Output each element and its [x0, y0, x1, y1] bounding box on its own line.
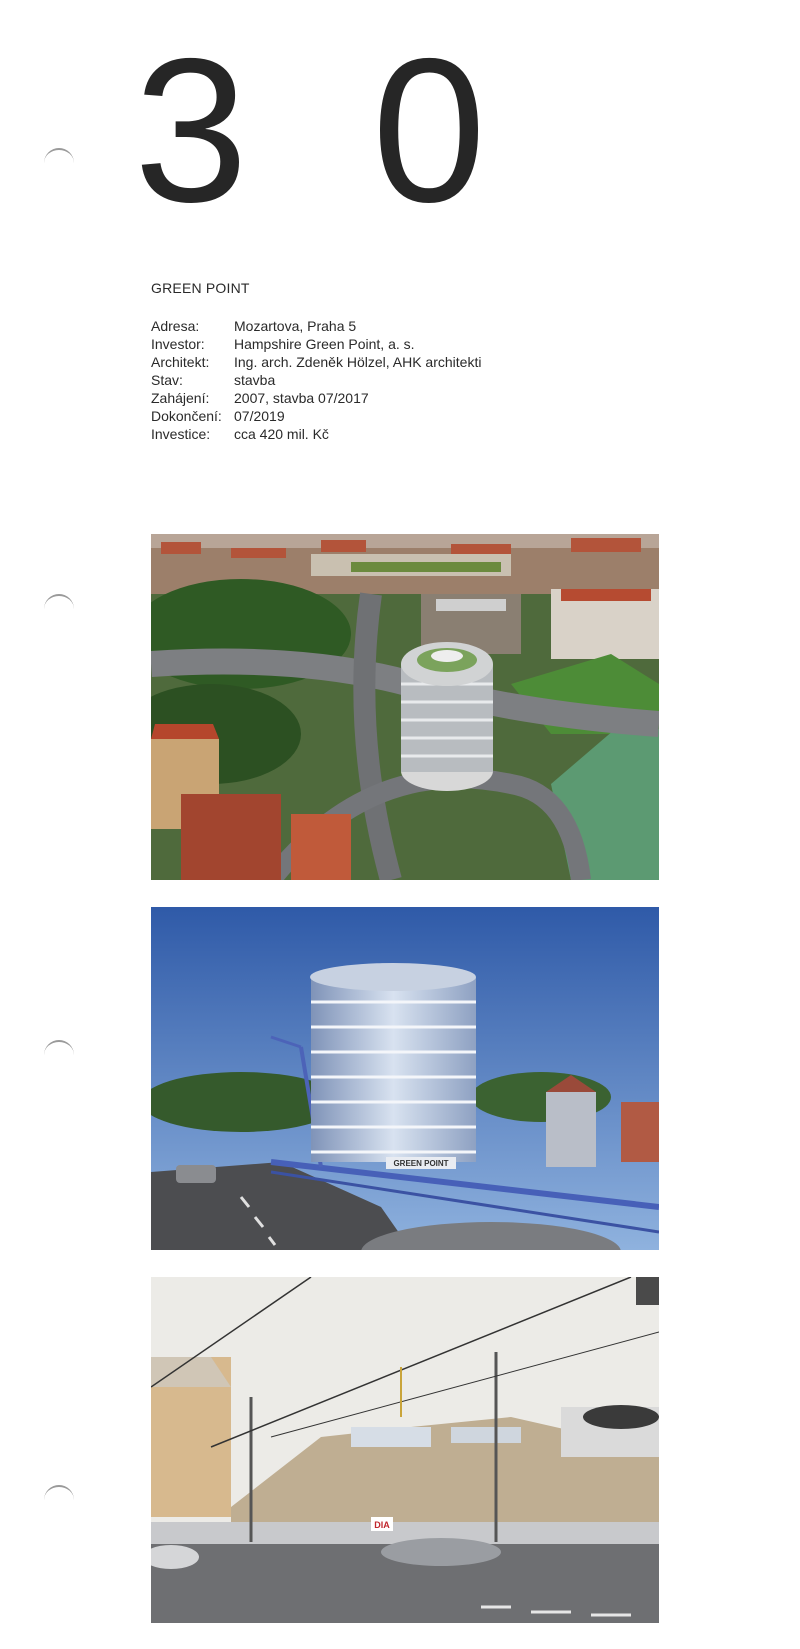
- info-label: Architekt:: [151, 354, 210, 370]
- info-row-start: [151, 389, 481, 407]
- info-value: 07/2019: [234, 408, 285, 424]
- info-row-investor: [151, 335, 481, 353]
- rendering-photo: [151, 907, 659, 1250]
- info-value: 2007, stavba 07/2017: [234, 390, 369, 406]
- render-sign-text: GREEN POINT: [393, 1159, 449, 1168]
- binder-hole: [44, 148, 74, 178]
- info-label: Investor:: [151, 336, 205, 352]
- info-row-status: [151, 371, 481, 389]
- info-row-architect: [151, 353, 481, 371]
- info-value: Ing. arch. Zdeněk Hölzel, AHK architekti: [234, 354, 482, 370]
- page-number: [134, 16, 487, 245]
- info-label: Zahájení:: [151, 390, 210, 406]
- binder-hole: [44, 1040, 74, 1070]
- info-value: cca 420 mil. Kč: [234, 426, 329, 442]
- info-value: Hampshire Green Point, a. s.: [234, 336, 415, 352]
- info-label: Stav:: [151, 372, 183, 388]
- project-info-table: [151, 317, 481, 443]
- info-label: Adresa:: [151, 318, 200, 334]
- binder-hole: [44, 594, 74, 624]
- info-value: Mozartova, Praha 5: [234, 318, 357, 334]
- info-row-address: [151, 317, 481, 335]
- page-number-digit-2: 0: [372, 16, 487, 245]
- page-number-digit-1: 3: [134, 16, 249, 245]
- info-value: stavba: [234, 372, 276, 388]
- info-label: Investice:: [151, 426, 211, 442]
- project-title: GREEN POINT: [151, 280, 250, 296]
- construction-photo: [151, 1277, 659, 1623]
- info-row-investment: [151, 425, 481, 443]
- binder-hole: [44, 1485, 74, 1515]
- info-row-completion: [151, 407, 481, 425]
- fence-sign-text: DIA: [374, 1520, 390, 1530]
- info-label: Dokončení:: [151, 408, 222, 424]
- aerial-photo: [151, 534, 659, 880]
